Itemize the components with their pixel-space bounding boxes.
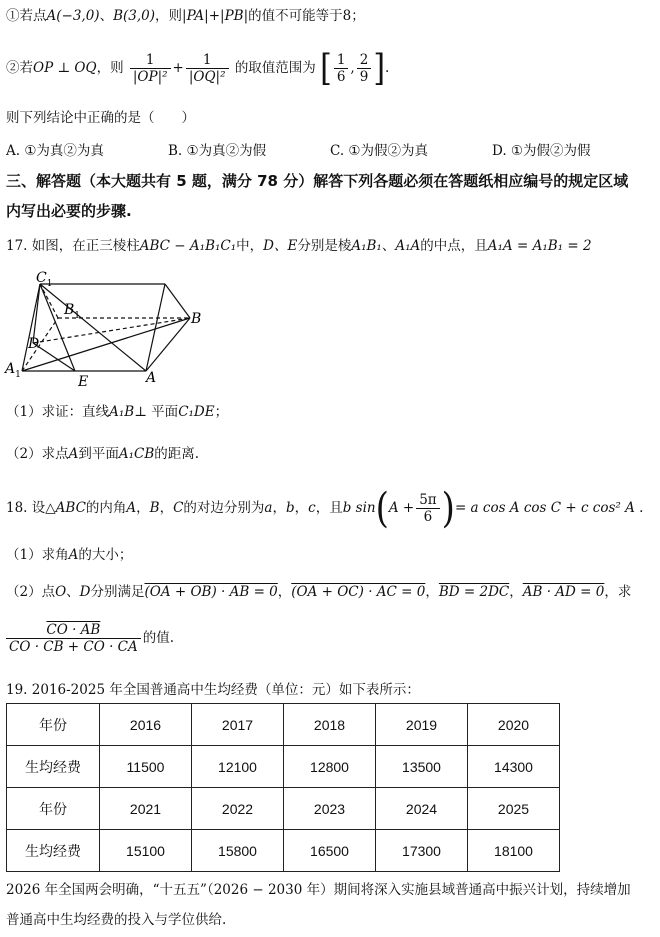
label-a: A [146, 370, 157, 386]
text: 中， [236, 238, 264, 254]
text: 分别满足 [90, 584, 145, 600]
table-cell: 2024 [376, 788, 468, 830]
vector-condition-4: AB · AD = 0 [522, 584, 605, 600]
var-b: b [285, 500, 295, 516]
denominator: 6 [423, 509, 433, 525]
table-cell: 2025 [468, 788, 560, 830]
q19-intro: 19. 2016-2025 年全国普通高中生均经费（单位：元）如下表所示： [6, 682, 420, 698]
denominator: |OQ|² [188, 69, 226, 85]
table-cell: 11500 [100, 746, 192, 788]
text: 、 [381, 238, 396, 254]
label-d: D [28, 336, 40, 352]
option-c[interactable]: C. ①为假②为真 [330, 143, 429, 159]
rhs: = a cos A cos C + c cos² A . [454, 500, 644, 516]
text: ， [294, 500, 309, 516]
q18-part1 [6, 545, 132, 565]
var-a-angle: A [126, 500, 137, 516]
perpendicular-condition: OP ⊥ OQ [33, 60, 97, 76]
left-bracket: [ [320, 46, 332, 89]
text: ； [214, 404, 229, 420]
table-cell: 2019 [376, 704, 468, 746]
table-cell: 2021 [100, 788, 192, 830]
denominator: 9 [359, 69, 369, 85]
fraction-oq [186, 52, 229, 85]
table-cell: 生均经费 [7, 830, 100, 872]
table-cell: 14300 [468, 746, 560, 788]
q17-stem [6, 236, 592, 256]
label-e: E [78, 374, 89, 390]
text: 到平面 [78, 446, 119, 462]
right-bracket: ] [373, 46, 386, 89]
statement-2 [6, 48, 389, 88]
text: ， [272, 500, 286, 516]
funding-table [6, 703, 560, 872]
text: ， [136, 500, 150, 516]
statement-1 [6, 6, 365, 26]
prism-name: ABC − A₁B₁C₁ [139, 238, 237, 254]
label-a1: $A_1$ [5, 361, 21, 380]
numerator: 2 [357, 52, 372, 69]
table-cell: 年份 [7, 788, 100, 830]
option-d[interactable]: D. ①为假②为假 [492, 143, 591, 159]
fraction-op [130, 52, 171, 85]
table-row [7, 746, 560, 788]
text: 18. 设△ [6, 500, 56, 516]
option-a[interactable]: A. ①为真②为真 [6, 143, 104, 159]
q19-context-1: 2026 年全国两会明确，“十五五”（2026 − 2030 年）期间将深入实施县域普通高中振兴计划，持续增加 [6, 882, 631, 898]
text: 的内角 [85, 500, 127, 516]
text: 的值不可能等于8； [248, 8, 365, 24]
numerator: 1 [130, 52, 171, 69]
table-cell: 16500 [284, 830, 376, 872]
interval-low [334, 52, 349, 85]
vector-condition-1: (OA + OB) · AB = 0 [144, 584, 278, 600]
plus: + [172, 60, 184, 76]
text: 、 [99, 8, 114, 24]
text: （1）求角 [6, 547, 69, 563]
text: 17. 如图，在正三棱柱 [6, 238, 140, 254]
label-c1: $C_1$ [36, 270, 53, 289]
interval-high [357, 52, 372, 85]
q19-context-2: 普通高中生均经费的投入与学位供给. [6, 912, 227, 928]
comma: , [350, 60, 355, 76]
text: 分别是棱 [297, 238, 352, 254]
var-a: A [68, 547, 79, 563]
table-cell: 年份 [7, 704, 100, 746]
prism-figure [0, 268, 220, 393]
point-a: A [68, 446, 79, 462]
text: 的对边分别为 [183, 500, 265, 516]
text: ，则 [155, 8, 183, 24]
line-a1b: A₁B [109, 404, 135, 420]
vector-condition-3: BD = 2DC [438, 584, 510, 600]
table-cell: 15800 [192, 830, 284, 872]
point-a: A(−3,0) [46, 8, 100, 24]
point-d: D [79, 584, 91, 600]
q17-part1 [6, 402, 228, 422]
text: 的距离. [154, 446, 200, 462]
text: （2）求点 [6, 446, 69, 462]
table-cell: 15100 [100, 830, 192, 872]
table-cell: 2023 [284, 788, 376, 830]
period: . [385, 60, 390, 76]
triangle: ABC [55, 500, 86, 516]
denominator: 6 [336, 69, 346, 85]
label-b1: $B_1$ [64, 302, 81, 321]
numerator: 1 [186, 52, 229, 69]
text: ⊥ 平面 [134, 404, 179, 420]
point-o: O [55, 584, 67, 600]
option-b[interactable]: B. ①为真②为假 [168, 143, 267, 159]
text: （1）求证：直线 [6, 404, 110, 420]
table-cell: 12100 [192, 746, 284, 788]
var-c-angle: C [173, 500, 184, 516]
table-cell: 17300 [376, 830, 468, 872]
label-b: B [191, 311, 202, 327]
numerator: 5π [416, 492, 439, 509]
table-cell: 2016 [100, 704, 192, 746]
var-a: a [264, 500, 273, 516]
sum-expression: |PA|+|PB| [182, 8, 249, 24]
table-row [7, 704, 560, 746]
sin-term: b sin [342, 500, 376, 516]
plane-a1cb: A₁CB [118, 446, 155, 462]
text: 的值. [142, 630, 175, 646]
q18-target [6, 622, 174, 655]
table-cell: 2022 [192, 788, 284, 830]
text: 的大小； [78, 547, 133, 563]
point-b: B(3,0) [113, 8, 156, 24]
left-paren: ( [375, 484, 389, 533]
angle-expr: A + [388, 500, 415, 516]
text: 、 [66, 584, 80, 600]
text: ，则 [96, 60, 124, 76]
q17-part2 [6, 444, 199, 464]
edge: A₁A [395, 238, 421, 254]
table-cell: 2018 [284, 704, 376, 746]
points-de: D、E [263, 238, 298, 254]
right-paren: ) [441, 484, 455, 533]
var-c: c [308, 500, 316, 516]
table-row [7, 788, 560, 830]
section-heading-cont: 内写出必要的步骤. [6, 202, 132, 220]
text: ，且 [315, 500, 343, 516]
q18-part2: （2）点O、D分别满足(OA + OB) · AB = 0，(OA + OC) · AC = 0，BD = 2DC，AB · AD = 0，求 [6, 584, 632, 600]
table-cell: 生均经费 [7, 746, 100, 788]
text: ， [159, 500, 174, 516]
table-row [7, 830, 560, 872]
text: 的取值范围为 [234, 60, 316, 76]
text: ②若 [6, 60, 33, 76]
fraction-5pi-6 [416, 492, 439, 525]
denominator: |OP|² [132, 69, 168, 85]
question-prompt: 则下列结论中正确的是（ ） [6, 110, 195, 126]
var-b-angle: B [149, 500, 160, 516]
section-heading: 三、解答题（本大题共有 5 题，满分 78 分）解答下列各题必须在答题纸相应编号的规定区域 [6, 172, 629, 190]
table-cell: 12800 [284, 746, 376, 788]
table-cell: 2020 [468, 704, 560, 746]
denominator: CO · CB + CO · CA [9, 639, 138, 655]
edge: A₁B₁ [351, 238, 382, 254]
table-cell: 13500 [376, 746, 468, 788]
numerator: CO · AB [6, 622, 141, 639]
vector-condition-2: (OA + OC) · AC = 0 [291, 584, 426, 600]
text: 的中点，且 [420, 238, 488, 254]
text: ，求 [604, 584, 632, 600]
target-fraction [6, 622, 141, 655]
plane-c1de: C₁DE [178, 404, 215, 420]
text: ①若点 [6, 8, 47, 24]
text: （2）点 [6, 584, 56, 600]
table-cell: 18100 [468, 830, 560, 872]
numerator: 1 [334, 52, 349, 69]
condition: A₁A = A₁B₁ = 2 [487, 238, 592, 254]
table-cell: 2017 [192, 704, 284, 746]
q18-stem [6, 484, 644, 533]
